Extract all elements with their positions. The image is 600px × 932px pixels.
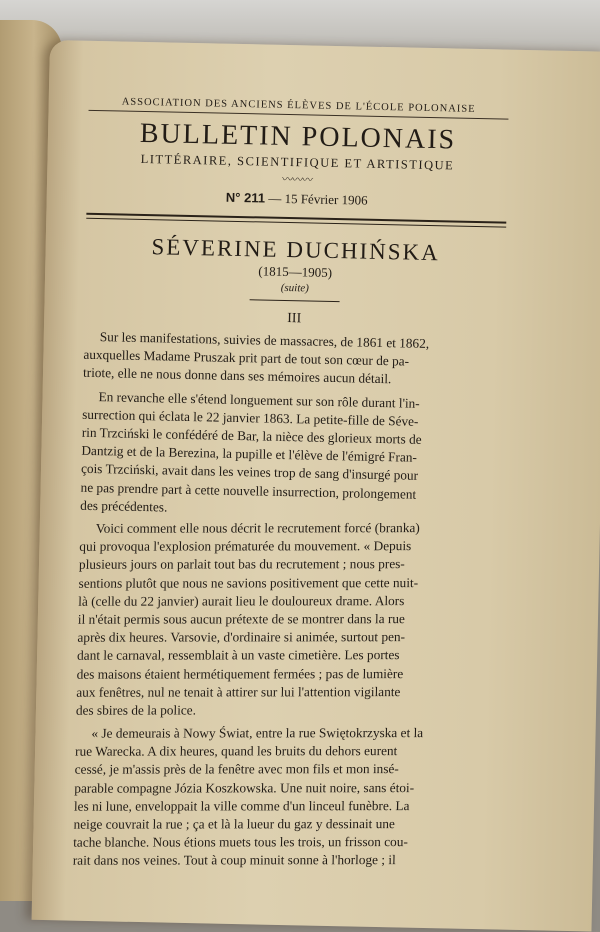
text-line: des sbires de la police.: [75, 702, 197, 718]
text-line: des maisons étaient hermétiquement fermées ; pas de lumière: [76, 665, 404, 682]
text-line: neige couvrait la rue ; ça et là la lueur du gaz y dessinait une: [73, 816, 396, 832]
text-line: il n'était permis sous aucun prétexte de se montrer dans la rue: [77, 611, 406, 627]
double-rule: [86, 213, 506, 228]
article-body: [73, 328, 504, 880]
text-line: rin Trzciński le confédéré de Bar, la nièce des glorieux morts de: [81, 424, 422, 447]
book-page: [32, 40, 600, 932]
ornament-squiggle: 〰〰〰: [281, 172, 313, 187]
text-line: rue Warecka. A dix heures, quand les bruits du dehors eurent: [74, 743, 398, 760]
paragraph: [76, 519, 500, 720]
text-line: tache blanche. Nous étions muets tous les trois, un frisson cou-: [73, 834, 409, 851]
text-line: qui provoqua l'explosion prématurée du mouvement. « Depuis: [79, 538, 412, 554]
paragraph: [80, 387, 503, 523]
text-line: rait dans nos veines. Tout à coup minuit sonne à l'horloge ; il: [72, 852, 396, 869]
text-line: Dantzig et de la Berezina, la pupille et l'élève de l'émigré Fran-: [81, 442, 418, 465]
text-line: çois Trzciński, avait dans les veines trop de sang d'insurgé pour: [80, 461, 419, 484]
text-line: auxquelles Madame Pruszak prit part de tout son cœur de pa-: [83, 346, 410, 369]
text-line: dant le carnaval, ressemblait à un vaste cimetière. Les portes: [76, 647, 400, 664]
bulletin-subtitle: LITTÉRAIRE, SCIENTIFIQUE ET ARTISTIQUE: [140, 151, 455, 173]
text-line: « Je demeurais à Nowy Świat, entre la rue Swiętokrzyska et la: [91, 725, 424, 741]
text-line: surrection qui éclata le 22 janvier 1863. La petite-fille de Séve-: [82, 406, 419, 429]
text-line: triote, elle ne nous donne dans ses mémoires aucun détail.: [82, 365, 392, 387]
text-line: ne pas prendre part à cette nouvelle insurrection, prolongement: [80, 479, 417, 502]
title-rule: [250, 299, 340, 302]
text-line: En revanche elle s'étend longuement sur son rôle durant l'in-: [98, 388, 420, 411]
paragraph: [73, 724, 496, 870]
article-title: SÉVERINE DUCHIŃSKA: [151, 234, 441, 266]
text-line: plusieurs jours on parlait tout bas du recrutement ; nous pres-: [78, 556, 405, 573]
text-line: parable compagne Józia Koszkowska. Une nuit noire, sans étoi-: [74, 779, 415, 796]
article-dates: (1815—1905): [258, 263, 333, 280]
paragraph: [83, 328, 504, 391]
text-line: des précédentes.: [80, 497, 168, 515]
text-line: là (celle du 22 janvier) aurait lieu le douloureux drame. Alors: [78, 592, 405, 609]
issue-date: — 15 Février 1906: [268, 190, 368, 208]
text-line: sentions plutôt que nous ne savions positivement que cette nuit-: [78, 574, 419, 591]
article-continuation: (suite): [280, 281, 310, 295]
text-line: les ni lune, enveloppait la ville comme d'un linceul funèbre. La: [73, 798, 410, 814]
issue-number: N° 211: [225, 189, 266, 206]
page-content: [73, 96, 509, 880]
text-line: Voici comment elle nous décrit le recrutement forcé (branka): [95, 520, 420, 536]
text-line: aux fenêtres, nul ne tenait à attirer sur lui l'attention vigilante: [76, 683, 401, 700]
text-line: cessé, je m'assis près de la fenêtre avec mon fils et mon insé-: [74, 761, 399, 778]
issue-line: [87, 187, 507, 212]
section-heading: III: [287, 311, 302, 327]
text-line: Sur les manifestations, suivies de massacres, de 1861 et 1862,: [99, 329, 430, 352]
association-line: ASSOCIATION DES ANCIENS ÉLÈVES DE L'ÉCOLE POLONAISE: [121, 96, 476, 115]
bulletin-title: BULLETIN POLONAIS: [139, 117, 457, 156]
text-line: après dix heures. Varsovie, d'ordinaire si animée, surtout pen-: [77, 629, 406, 645]
